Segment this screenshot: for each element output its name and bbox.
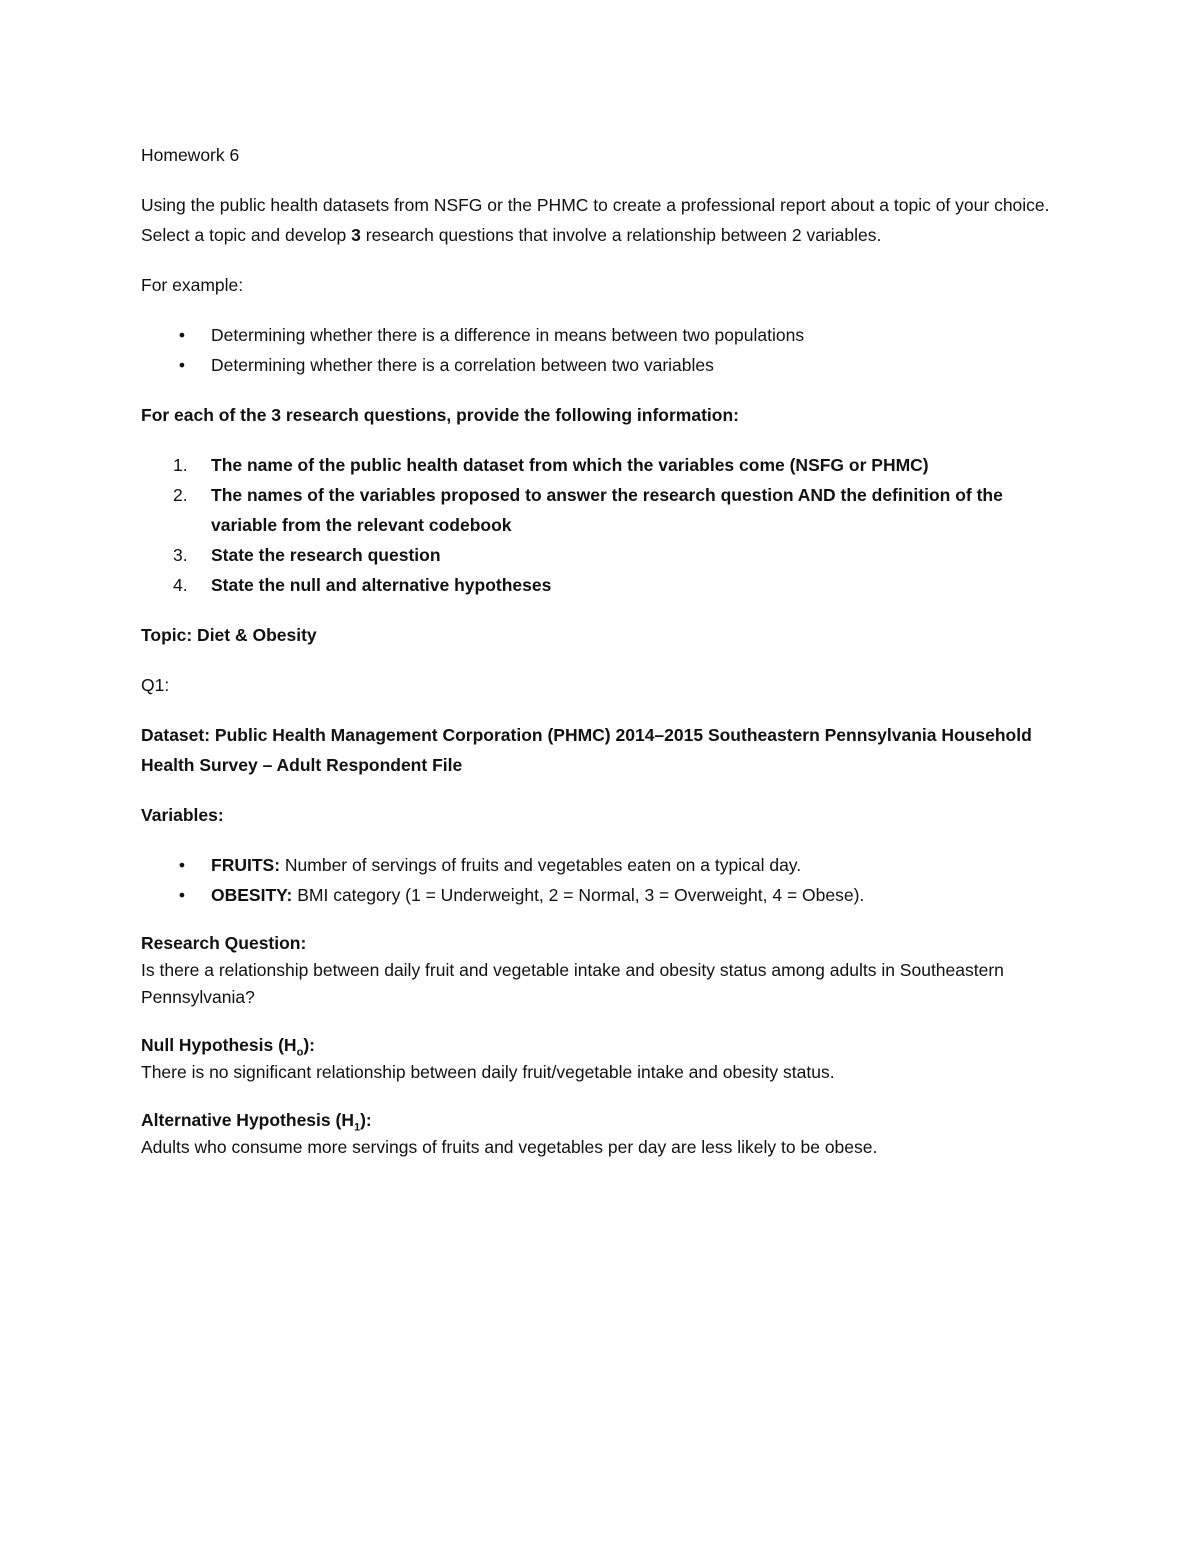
examples-list [141,320,1061,380]
alt-hypothesis-label [141,1107,1061,1134]
bullet-icon: • [178,885,186,905]
variables-list [141,850,1061,910]
alt-hypothesis-text: Adults who consume more servings of fruits and vegetables per day are less likely to be obese. [141,1137,878,1157]
research-question-text: Is there a relationship between daily fruit and vegetable intake and obesity status among adults in Southeastern Pennsylvania? [141,960,1004,1007]
variable-definition: BMI category (1 = Underweight, 2 = Normal, 3 = Overweight, 4 = Obese). [292,885,865,905]
list-number: 3. [173,545,188,565]
document-title: Homework 6 [141,145,240,165]
bullet-icon: • [178,325,186,345]
list-item [141,540,1061,570]
research-question-label: Research Question: [141,933,307,953]
alt-hypothesis-block [141,1107,1061,1161]
variable-name: OBESITY: [211,885,293,905]
list-item [141,880,1061,910]
question-label: Q1: [141,675,170,695]
list-item [141,570,1061,600]
null-hypothesis-subscript: o [296,1046,304,1059]
null-hypothesis-block [141,1032,1061,1086]
research-question-block [141,930,1061,1011]
list-number: 1. [173,455,188,475]
list-item [141,850,1061,880]
info-list [141,450,1061,600]
null-hypothesis-text: There is no significant relationship between daily fruit/vegetable intake and obesity status. [141,1062,835,1082]
bullet-icon: • [178,855,186,875]
info-item-text: State the research question [211,545,441,565]
null-hypothesis-label-pre: Null Hypothesis (H [141,1035,297,1055]
variable-definition: Number of servings of fruits and vegetables eaten on a typical day. [280,855,802,875]
alt-hypothesis-label-pre: Alternative Hypothesis (H [141,1110,354,1130]
variables-label: Variables: [141,805,224,825]
null-hypothesis-label-post: ): [303,1035,315,1055]
alt-hypothesis-label-post: ): [360,1110,372,1130]
example-text: Determining whether there is a difference in means between two populations [211,325,805,345]
intro-count-bold: 3 [351,225,361,245]
list-item [141,320,1061,350]
bullet-icon: • [178,355,186,375]
alt-hypothesis-subscript: 1 [353,1121,361,1134]
info-item-text: State the null and alternative hypotheses [211,575,552,595]
list-item [141,450,1061,480]
list-number: 2. [173,485,188,505]
dataset-heading: Dataset: Public Health Management Corporation (PHMC) 2014–2015 Southeastern Pennsylvania Household Health Survey – Adult Respondent File [141,725,1032,775]
intro-text-part2: research questions that involve a relationship between 2 variables. [360,225,882,245]
document-content [141,140,1061,1182]
null-hypothesis-label [141,1032,1061,1059]
list-number: 4. [173,575,188,595]
example-text: Determining whether there is a correlation between two variables [211,355,714,375]
intro-paragraph [141,190,1061,250]
info-item-text: The name of the public health dataset from which the variables come (NSFG or PHMC) [211,455,929,475]
list-item [141,480,1061,540]
info-item-text: The names of the variables proposed to answer the research question AND the definition of the variable from the relevant codebook [211,485,1003,535]
info-heading: For each of the 3 research questions, provide the following information: [141,405,739,425]
example-label: For example: [141,275,244,295]
variable-name: FRUITS: [211,855,281,875]
list-item [141,350,1061,380]
topic-heading: Topic: Diet & Obesity [141,625,317,645]
intro-text-part1: Using the public health datasets from NSFG or the PHMC to create a professional report about a topic of your choice. Select a topic and develop [141,195,1050,245]
